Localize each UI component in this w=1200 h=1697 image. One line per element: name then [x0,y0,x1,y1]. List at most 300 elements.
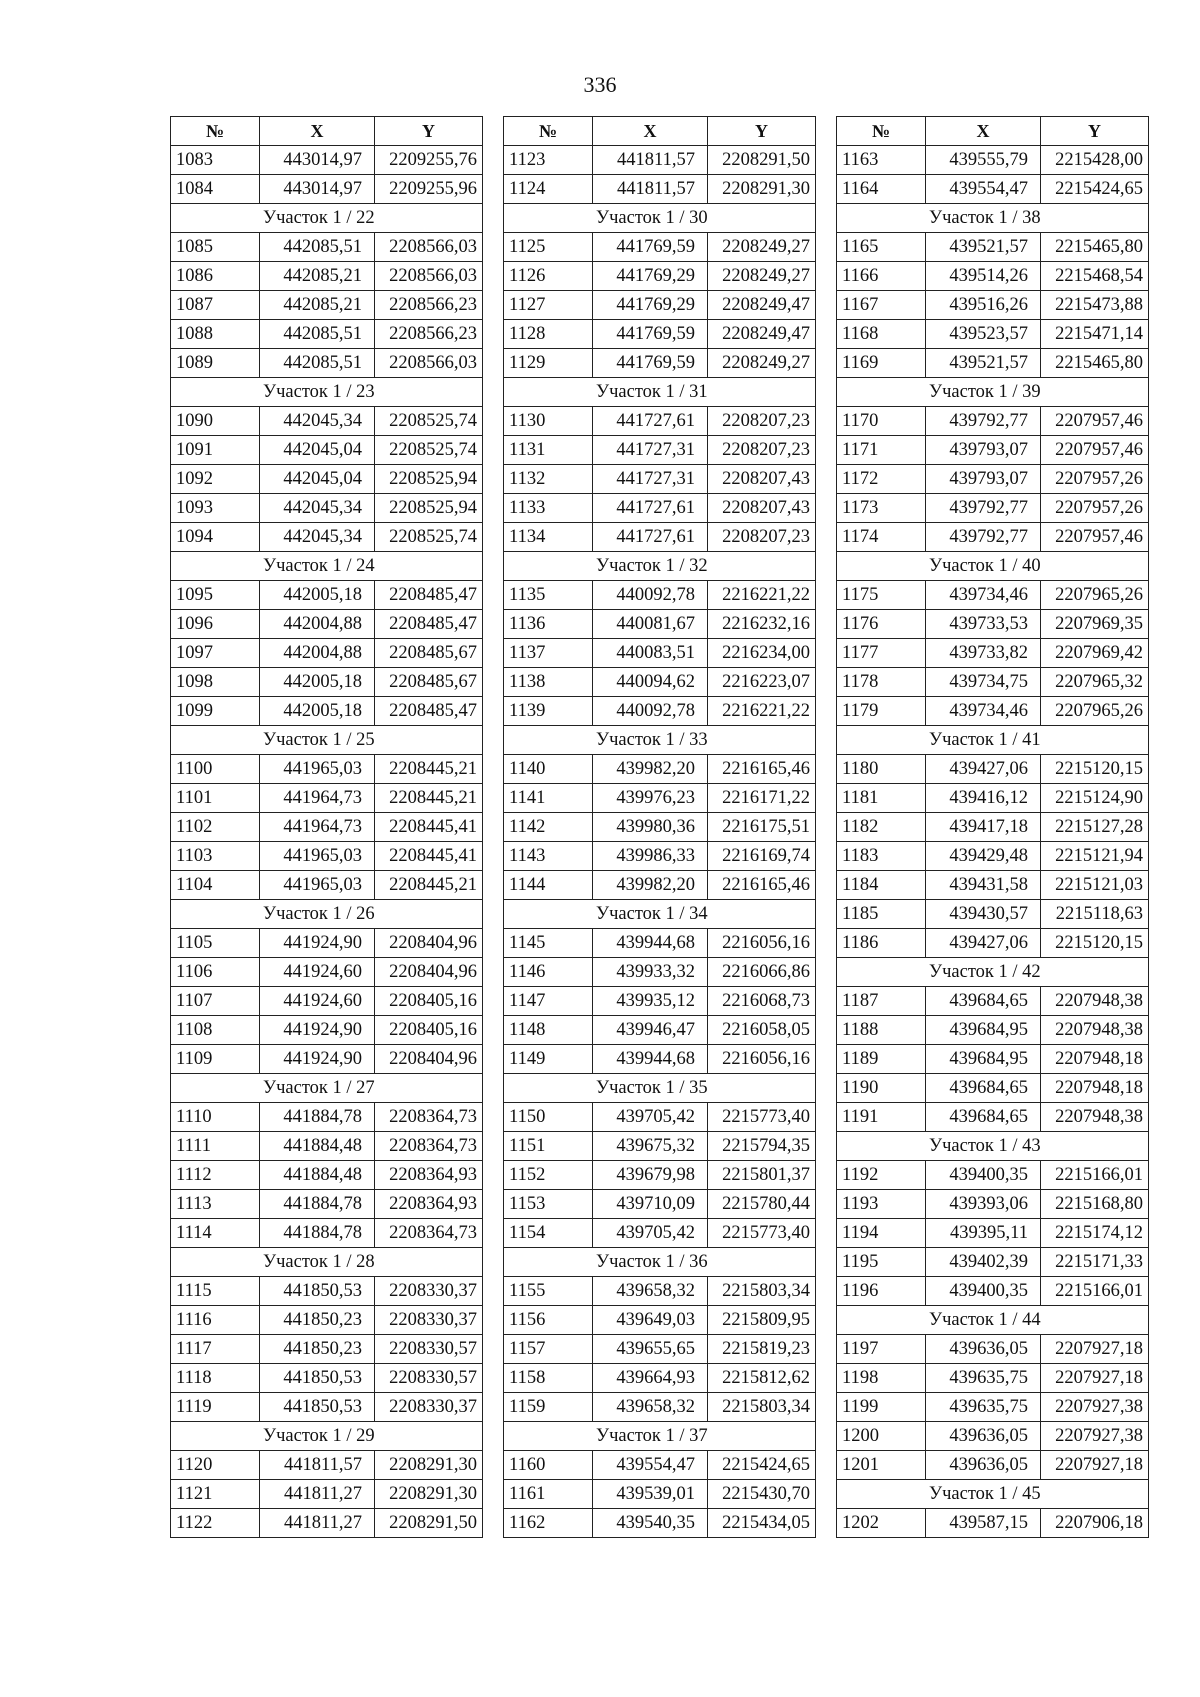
x-coordinate: 439395,11 [926,1219,1041,1248]
point-number: 1148 [504,1016,593,1045]
table-row [837,1422,1149,1451]
y-coordinate: 2208330,57 [375,1335,483,1364]
table-row [837,610,1149,639]
point-number: 1175 [837,581,926,610]
point-number: 1132 [504,465,593,494]
y-coordinate: 2215120,15 [1041,929,1149,958]
point-number: 1083 [171,146,260,175]
point-number: 1114 [171,1219,260,1248]
point-number: 1192 [837,1161,926,1190]
y-coordinate: 2216221,22 [708,697,816,726]
y-coordinate: 2208330,57 [375,1364,483,1393]
x-coordinate: 441884,78 [260,1219,375,1248]
table-row [837,1509,1149,1538]
point-number: 1086 [171,262,260,291]
y-coordinate: 2216175,51 [708,813,816,842]
table-row [171,668,483,697]
point-number: 1163 [837,146,926,175]
table-row [171,1190,483,1219]
header-y: Y [1041,117,1149,146]
point-number: 1110 [171,1103,260,1132]
table-row [837,1103,1149,1132]
table-row [171,842,483,871]
y-coordinate: 2207957,46 [1041,523,1149,552]
y-coordinate: 2215773,40 [708,1103,816,1132]
table-row [504,407,816,436]
section-title: Участок 1 / 34 [504,900,816,929]
x-coordinate: 439417,18 [926,813,1041,842]
section-title: Участок 1 / 32 [504,552,816,581]
point-number: 1099 [171,697,260,726]
table-row [171,755,483,784]
table-row [171,1393,483,1422]
header-no: № [171,117,260,146]
table-row [171,146,483,175]
point-number: 1137 [504,639,593,668]
point-number: 1197 [837,1335,926,1364]
table-row [504,291,816,320]
y-coordinate: 2216221,22 [708,581,816,610]
header-row [837,117,1149,146]
x-coordinate: 441850,23 [260,1335,375,1364]
y-coordinate: 2215121,94 [1041,842,1149,871]
section-row [171,1074,483,1103]
table-row [837,1219,1149,1248]
y-coordinate: 2207948,18 [1041,1045,1149,1074]
section-title: Участок 1 / 24 [171,552,483,581]
point-number: 1159 [504,1393,593,1422]
x-coordinate: 439980,36 [593,813,708,842]
section-row [171,204,483,233]
table-row [837,668,1149,697]
table-row [504,842,816,871]
x-coordinate: 441769,59 [593,233,708,262]
x-coordinate: 440083,51 [593,639,708,668]
table-row [171,349,483,378]
x-coordinate: 441727,31 [593,465,708,494]
table-row [837,494,1149,523]
x-coordinate: 439655,65 [593,1335,708,1364]
table-row [837,407,1149,436]
point-number: 1181 [837,784,926,813]
table-row [837,1190,1149,1219]
x-coordinate: 440092,78 [593,581,708,610]
table-row [504,871,816,900]
y-coordinate: 2215124,90 [1041,784,1149,813]
point-number: 1199 [837,1393,926,1422]
x-coordinate: 439976,23 [593,784,708,813]
point-number: 1160 [504,1451,593,1480]
table-row [171,1016,483,1045]
table-row [504,1045,816,1074]
section-row [504,900,816,929]
y-coordinate: 2215174,12 [1041,1219,1149,1248]
section-row [837,204,1149,233]
y-coordinate: 2208445,41 [375,813,483,842]
table-row [171,581,483,610]
point-number: 1085 [171,233,260,262]
point-number: 1144 [504,871,593,900]
x-coordinate: 439733,82 [926,639,1041,668]
point-number: 1190 [837,1074,926,1103]
y-coordinate: 2215780,44 [708,1190,816,1219]
point-number: 1161 [504,1480,593,1509]
point-number: 1135 [504,581,593,610]
section-row [171,1422,483,1451]
section-title: Участок 1 / 38 [837,204,1149,233]
x-coordinate: 439416,12 [926,784,1041,813]
y-coordinate: 2215171,33 [1041,1248,1149,1277]
table-row [171,1161,483,1190]
y-coordinate: 2208291,30 [708,175,816,204]
coordinates-table-1 [170,116,483,1538]
x-coordinate: 441924,60 [260,987,375,1016]
point-number: 1104 [171,871,260,900]
y-coordinate: 2208291,50 [708,146,816,175]
table-row [504,146,816,175]
point-number: 1194 [837,1219,926,1248]
section-row [837,1306,1149,1335]
y-coordinate: 2215127,28 [1041,813,1149,842]
section-title: Участок 1 / 22 [171,204,483,233]
table-row [171,958,483,987]
x-coordinate: 441811,27 [260,1509,375,1538]
x-coordinate: 439944,68 [593,1045,708,1074]
x-coordinate: 439684,65 [926,987,1041,1016]
x-coordinate: 439429,48 [926,842,1041,871]
section-row [837,726,1149,755]
table-row [504,1016,816,1045]
y-coordinate: 2207927,18 [1041,1364,1149,1393]
table-row [837,465,1149,494]
x-coordinate: 439649,03 [593,1306,708,1335]
y-coordinate: 2208364,73 [375,1219,483,1248]
table-row [837,320,1149,349]
y-coordinate: 2208207,23 [708,407,816,436]
y-coordinate: 2216232,16 [708,610,816,639]
header-y: Y [708,117,816,146]
x-coordinate: 442045,04 [260,436,375,465]
table-row [171,1277,483,1306]
y-coordinate: 2215803,34 [708,1393,816,1422]
coordinates-table-3 [836,116,1149,1538]
x-coordinate: 439982,20 [593,871,708,900]
y-coordinate: 2216171,22 [708,784,816,813]
point-number: 1184 [837,871,926,900]
x-coordinate: 442045,04 [260,465,375,494]
x-coordinate: 439658,32 [593,1277,708,1306]
table-row [504,813,816,842]
y-coordinate: 2207965,26 [1041,581,1149,610]
table-row [837,900,1149,929]
x-coordinate: 439664,93 [593,1364,708,1393]
x-coordinate: 442085,51 [260,349,375,378]
point-number: 1149 [504,1045,593,1074]
y-coordinate: 2208525,74 [375,407,483,436]
point-number: 1154 [504,1219,593,1248]
x-coordinate: 439521,57 [926,233,1041,262]
y-coordinate: 2215801,37 [708,1161,816,1190]
section-title: Участок 1 / 41 [837,726,1149,755]
table-row [837,784,1149,813]
table-row [504,1480,816,1509]
point-number: 1195 [837,1248,926,1277]
table-row [504,639,816,668]
y-coordinate: 2208445,21 [375,871,483,900]
x-coordinate: 441727,61 [593,523,708,552]
point-number: 1165 [837,233,926,262]
table-row [504,320,816,349]
x-coordinate: 439684,65 [926,1103,1041,1132]
section-title: Участок 1 / 28 [171,1248,483,1277]
y-coordinate: 2216169,74 [708,842,816,871]
x-coordinate: 441850,53 [260,1393,375,1422]
point-number: 1121 [171,1480,260,1509]
y-coordinate: 2208525,74 [375,523,483,552]
point-number: 1145 [504,929,593,958]
y-coordinate: 2208291,30 [375,1451,483,1480]
x-coordinate: 441769,59 [593,320,708,349]
x-coordinate: 439636,05 [926,1422,1041,1451]
y-coordinate: 2208364,73 [375,1132,483,1161]
table-row [837,1161,1149,1190]
x-coordinate: 439521,57 [926,349,1041,378]
table-row [171,233,483,262]
x-coordinate: 441924,60 [260,958,375,987]
header-y: Y [375,117,483,146]
table-row [504,175,816,204]
x-coordinate: 442005,18 [260,581,375,610]
table-row [837,175,1149,204]
x-coordinate: 439514,26 [926,262,1041,291]
y-coordinate: 2208291,50 [375,1509,483,1538]
y-coordinate: 2208445,21 [375,784,483,813]
table-row [504,436,816,465]
y-coordinate: 2208330,37 [375,1306,483,1335]
point-number: 1133 [504,494,593,523]
y-coordinate: 2207948,38 [1041,1016,1149,1045]
y-coordinate: 2207948,18 [1041,1074,1149,1103]
point-number: 1174 [837,523,926,552]
point-number: 1178 [837,668,926,697]
table-row [171,871,483,900]
section-title: Участок 1 / 25 [171,726,483,755]
x-coordinate: 442045,34 [260,407,375,436]
point-number: 1180 [837,755,926,784]
point-number: 1173 [837,494,926,523]
x-coordinate: 442085,21 [260,262,375,291]
table-row [171,987,483,1016]
section-title: Участок 1 / 26 [171,900,483,929]
table-row [504,610,816,639]
y-coordinate: 2208330,37 [375,1277,483,1306]
point-number: 1126 [504,262,593,291]
table-row [171,1103,483,1132]
table-row [171,1306,483,1335]
x-coordinate: 439946,47 [593,1016,708,1045]
y-coordinate: 2215424,65 [708,1451,816,1480]
point-number: 1200 [837,1422,926,1451]
table-row [504,1161,816,1190]
y-coordinate: 2208249,27 [708,349,816,378]
table-row [171,813,483,842]
point-number: 1090 [171,407,260,436]
y-coordinate: 2215773,40 [708,1219,816,1248]
y-coordinate: 2208445,41 [375,842,483,871]
table-row [837,813,1149,842]
point-number: 1124 [504,175,593,204]
header-row [171,117,483,146]
table-row [171,407,483,436]
y-coordinate: 2215465,80 [1041,349,1149,378]
x-coordinate: 439658,32 [593,1393,708,1422]
x-coordinate: 441964,73 [260,784,375,813]
x-coordinate: 439734,46 [926,697,1041,726]
y-coordinate: 2208566,23 [375,291,483,320]
point-number: 1164 [837,175,926,204]
point-number: 1158 [504,1364,593,1393]
y-coordinate: 2208525,94 [375,494,483,523]
point-number: 1179 [837,697,926,726]
x-coordinate: 442085,51 [260,233,375,262]
x-coordinate: 442005,18 [260,697,375,726]
y-coordinate: 2209255,76 [375,146,483,175]
point-number: 1156 [504,1306,593,1335]
table-row [837,1248,1149,1277]
point-number: 1155 [504,1277,593,1306]
point-number: 1091 [171,436,260,465]
table-row [837,436,1149,465]
point-number: 1102 [171,813,260,842]
section-title: Участок 1 / 29 [171,1422,483,1451]
table-row [837,1393,1149,1422]
header-x: X [926,117,1041,146]
point-number: 1131 [504,436,593,465]
table-row [837,1045,1149,1074]
section-title: Участок 1 / 40 [837,552,1149,581]
x-coordinate: 441811,57 [260,1451,375,1480]
y-coordinate: 2208485,67 [375,639,483,668]
table-row [837,146,1149,175]
y-coordinate: 2208207,43 [708,465,816,494]
y-coordinate: 2207965,26 [1041,697,1149,726]
y-coordinate: 2208364,73 [375,1103,483,1132]
point-number: 1139 [504,697,593,726]
table-row [837,349,1149,378]
table-row [504,1306,816,1335]
point-number: 1170 [837,407,926,436]
point-number: 1202 [837,1509,926,1538]
x-coordinate: 439710,09 [593,1190,708,1219]
point-number: 1134 [504,523,593,552]
table-row [171,639,483,668]
y-coordinate: 2207969,42 [1041,639,1149,668]
x-coordinate: 439982,20 [593,755,708,784]
table-row [171,523,483,552]
y-coordinate: 2207957,46 [1041,436,1149,465]
y-coordinate: 2215120,15 [1041,755,1149,784]
y-coordinate: 2207927,18 [1041,1335,1149,1364]
section-title: Участок 1 / 39 [837,378,1149,407]
table-row [504,233,816,262]
section-row [504,1074,816,1103]
x-coordinate: 439635,75 [926,1364,1041,1393]
point-number: 1101 [171,784,260,813]
point-number: 1109 [171,1045,260,1074]
table-row [171,697,483,726]
section-row [171,726,483,755]
x-coordinate: 439402,39 [926,1248,1041,1277]
y-coordinate: 2216066,86 [708,958,816,987]
y-coordinate: 2215468,54 [1041,262,1149,291]
y-coordinate: 2207965,32 [1041,668,1149,697]
section-row [171,378,483,407]
table-row [504,262,816,291]
table-row [171,436,483,465]
x-coordinate: 441964,73 [260,813,375,842]
section-title: Участок 1 / 31 [504,378,816,407]
x-coordinate: 442004,88 [260,639,375,668]
x-coordinate: 439427,06 [926,929,1041,958]
y-coordinate: 2208525,74 [375,436,483,465]
point-number: 1176 [837,610,926,639]
y-coordinate: 2215465,80 [1041,233,1149,262]
table-row [504,1277,816,1306]
y-coordinate: 2208405,16 [375,987,483,1016]
point-number: 1096 [171,610,260,639]
x-coordinate: 441924,90 [260,929,375,958]
point-number: 1111 [171,1132,260,1161]
x-coordinate: 441965,03 [260,755,375,784]
y-coordinate: 2215168,80 [1041,1190,1149,1219]
y-coordinate: 2215809,95 [708,1306,816,1335]
x-coordinate: 439793,07 [926,465,1041,494]
x-coordinate: 441769,29 [593,291,708,320]
section-title: Участок 1 / 43 [837,1132,1149,1161]
table-row [171,494,483,523]
x-coordinate: 439555,79 [926,146,1041,175]
x-coordinate: 441811,57 [593,175,708,204]
x-coordinate: 441769,59 [593,349,708,378]
x-coordinate: 443014,97 [260,175,375,204]
point-number: 1093 [171,494,260,523]
point-number: 1143 [504,842,593,871]
point-number: 1115 [171,1277,260,1306]
point-number: 1168 [837,320,926,349]
table-row [837,1074,1149,1103]
x-coordinate: 439944,68 [593,929,708,958]
point-number: 1152 [504,1161,593,1190]
table-row [837,1451,1149,1480]
section-title: Участок 1 / 35 [504,1074,816,1103]
y-coordinate: 2208485,47 [375,697,483,726]
section-row [837,378,1149,407]
y-coordinate: 2216058,05 [708,1016,816,1045]
x-coordinate: 439933,32 [593,958,708,987]
x-coordinate: 441727,61 [593,494,708,523]
y-coordinate: 2208566,03 [375,349,483,378]
x-coordinate: 439587,15 [926,1509,1041,1538]
section-title: Участок 1 / 33 [504,726,816,755]
section-row [504,1248,816,1277]
section-row [171,552,483,581]
y-coordinate: 2208249,27 [708,233,816,262]
point-number: 1151 [504,1132,593,1161]
section-title: Участок 1 / 45 [837,1480,1149,1509]
x-coordinate: 439793,07 [926,436,1041,465]
y-coordinate: 2208404,96 [375,929,483,958]
table-row [171,610,483,639]
